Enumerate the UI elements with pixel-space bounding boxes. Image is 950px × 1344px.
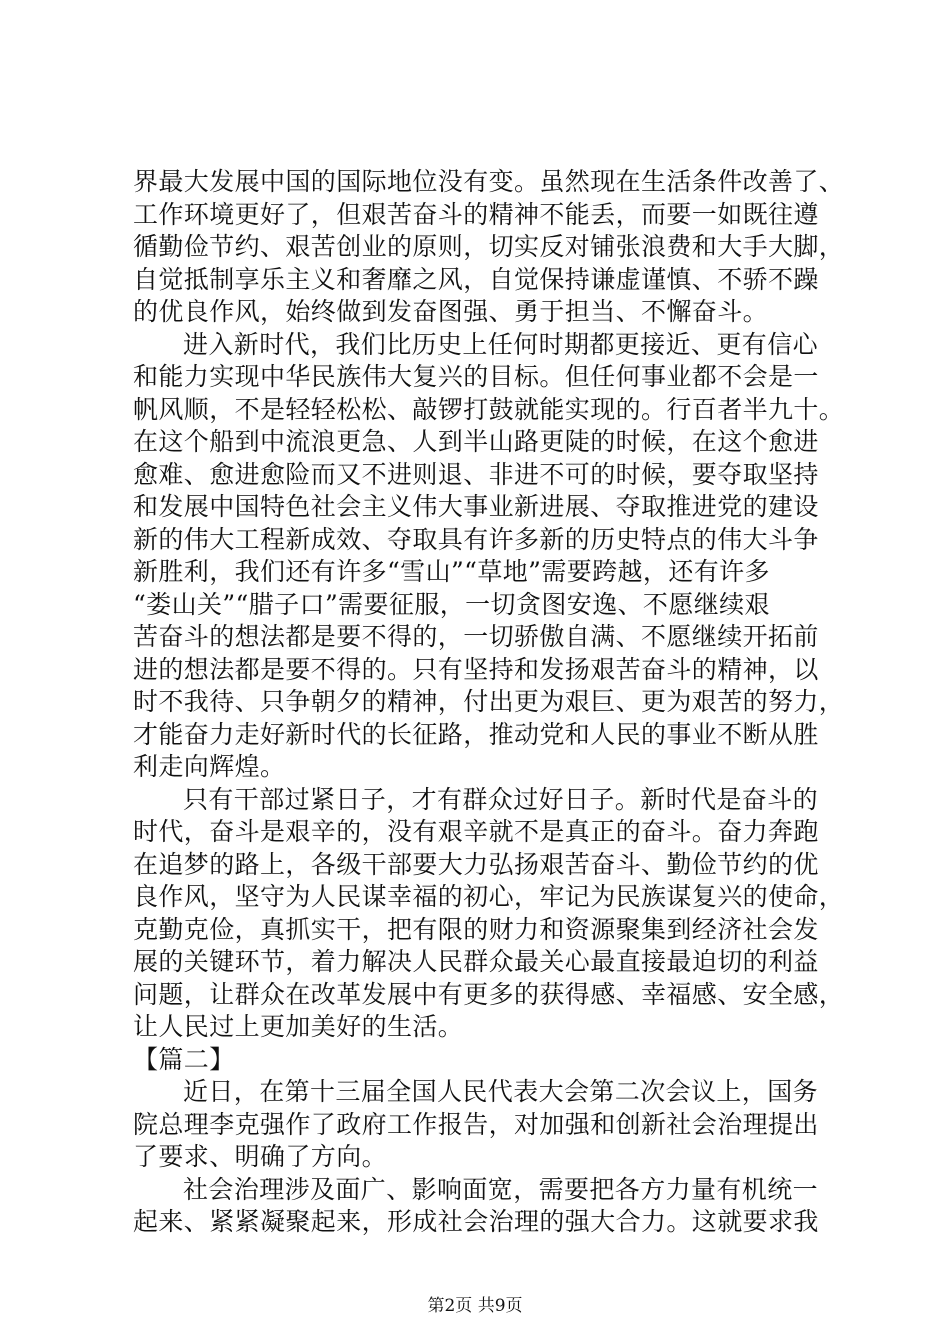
paragraph-start-line: 近日，在第十三届全国人民代表大会第二次会议上，国务 [183,1077,819,1106]
text-line: 苦奋斗的想法都是要不得的，一切骄傲自满、不愿继续开拓前 [133,622,819,651]
text-line: 起来、紧紧凝聚起来，形成社会治理的强大合力。这就要求我 [133,1207,819,1236]
text-line: 在这个船到中流浪更急、人到半山路更陡的时候，在这个愈进 [133,427,819,456]
paragraph-start-line: 进入新时代，我们比历史上任何时期都更接近、更有信心 [183,329,819,359]
text-line: 时不我待、只争朝夕的精神，付出更为艰巨、更为艰苦的努力， [133,687,845,716]
text-line: 帆风顺，不是轻轻松松、敲锣打鼓就能实现的。行百者半九十。 [133,394,845,424]
text-line: 在追梦的路上，各级干部要大力弘扬艰苦奋斗、勤俭节约的优 [133,849,819,879]
text-line: 愈难、愈进愈险而又不进则退、非进不可的时候，要夺取坚持 [133,459,819,489]
text-line: 循勤俭节约、艰苦创业的原则，切实反对铺张浪费和大手大脚， [133,232,845,261]
text-line: 和能力实现中华民族伟大复兴的目标。但任何事业都不会是一 [133,362,819,391]
text-line: 新的伟大工程新成效、夺取具有许多新的历史特点的伟大斗争 [133,524,819,554]
text-line: 的优良作风，始终做到发奋图强、勇于担当、不懈奋斗。 [133,297,769,326]
text-line: 问题，让群众在改革发展中有更多的获得感、幸福感、安全感， [133,979,845,1009]
document-body [133,166,845,1239]
text-line: 让人民过上更加美好的生活。 [133,1012,464,1041]
text-line: 进的想法都是要不得的。只有坚持和发扬艰苦奋斗的精神，以 [133,654,819,684]
text-line: 工作环境更好了，但艰苦奋斗的精神不能丢，而要一如既往遵 [133,199,819,229]
section-heading: 【篇二】 [133,1044,235,1074]
text-line: 新胜利，我们还有许多“雪山”“草地”需要跨越，还有许多 [133,557,770,586]
text-line: 利走向辉煌。 [133,752,286,781]
paragraph-start-line: 社会治理涉及面广、影响面宽，需要把各方力量有机统一 [183,1174,819,1204]
text-line: 院总理李克强作了政府工作报告，对加强和创新社会治理提出 [133,1109,819,1139]
text-line: 才能奋力走好新时代的长征路，推动党和人民的事业不断从胜 [133,719,819,749]
text-line: 时代，奋斗是艰辛的，没有艰辛就不是真正的奋斗。奋力奔跑 [133,817,819,846]
text-line: 克勤克俭，真抓实干，把有限的财力和资源聚集到经济社会发 [133,914,819,944]
text-line: 良作风，坚守为人民谋幸福的初心，牢记为民族谋复兴的使命， [133,882,845,911]
text-line: 和发展中国特色社会主义伟大事业新进展、夺取推进党的建设 [133,492,819,521]
text-line: “娄山关”“腊子口”需要征服，一切贪图安逸、不愿继续艰 [133,589,770,619]
text-line: 自觉抵制享乐主义和奢靡之风，自觉保持谦虚谨慎、不骄不躁 [133,264,819,294]
page-number-footer: 第2页 共9页 [427,1296,523,1316]
text-line: 界最大发展中国的国际地位没有变。虽然现在生活条件改善了、 [133,167,845,196]
paragraph-start-line: 只有干部过紧日子，才有群众过好日子。新时代是奋斗的 [183,784,819,814]
text-line: 展的关键环节，着力解决人民群众最关心最直接最迫切的利益 [133,947,819,976]
text-line: 了要求、明确了方向。 [133,1142,388,1171]
